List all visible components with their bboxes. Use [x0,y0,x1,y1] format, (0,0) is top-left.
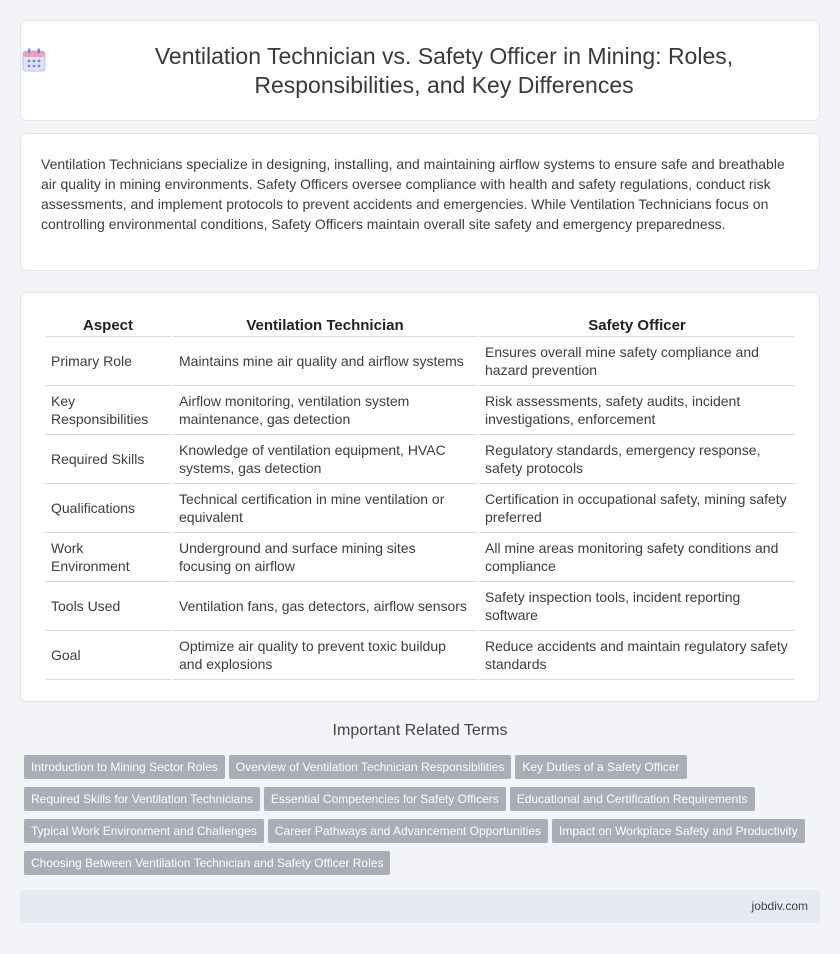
table-row [45,484,795,533]
comparison-table-card [20,292,820,702]
footer [20,890,820,923]
header-ventilation-technician: Ventilation Technician [173,313,477,337]
related-term-tag[interactable]: Introduction to Mining Sector Roles [24,755,225,779]
related-term-tag[interactable]: Impact on Workplace Safety and Productivity [552,819,805,843]
intro-paragraph: Ventilation Technicians specialize in designing, installing, and maintaining airflow systems to ensure safe and breathable air quality in mining environments. Safety Officers oversee compliance with health and safety regulations, conduct risk assessments, and implement protocols to prevent accidents and emergencies. While Ventilation Technicians focus on controlling environmental conditions, Safety Officers maintain overall site safety and emergency preparedness. [41,156,785,232]
related-term-tag[interactable]: Educational and Certification Requirements [510,787,755,811]
page-title: Ventilation Technician vs. Safety Officer in Mining: Roles, Responsibilities, and Key Differences [154,42,734,98]
cell-safety-officer: All mine areas monitoring safety conditions and compliance [479,533,795,582]
cell-aspect: Work Environment [45,533,171,582]
related-term-tag[interactable]: Essential Competencies for Safety Officers [264,787,506,811]
cell-safety-officer: Certification in occupational safety, mining safety preferred [479,484,795,533]
cell-aspect: Qualifications [45,484,171,533]
cell-ventilation-technician: Maintains mine air quality and airflow systems [173,337,477,386]
cell-ventilation-technician: Knowledge of ventilation equipment, HVAC systems, gas detection [173,435,477,484]
table-row [45,582,795,631]
table-row [45,337,795,386]
header-safety-officer: Safety Officer [479,313,795,337]
related-term-tag[interactable]: Career Pathways and Advancement Opportunities [268,819,548,843]
cell-safety-officer: Safety inspection tools, incident reporting software [479,582,795,631]
table-header-row [45,313,795,337]
table-row [45,435,795,484]
cell-ventilation-technician: Technical certification in mine ventilation or equivalent [173,484,477,533]
cell-aspect: Required Skills [45,435,171,484]
intro-card [20,133,820,271]
footer-site-link[interactable]: jobdiv.com [751,899,808,913]
related-terms-list [24,755,820,883]
table-row [45,631,795,680]
related-term-tag[interactable]: Required Skills for Ventilation Technicians [24,787,260,811]
cell-aspect: Goal [45,631,171,680]
related-term-tag[interactable]: Key Duties of a Safety Officer [515,755,686,779]
comparison-table [43,313,797,680]
header-aspect: Aspect [45,313,171,337]
title-wrap [21,42,819,100]
related-term-tag[interactable]: Overview of Ventilation Technician Responsibilities [229,755,512,779]
cell-safety-officer: Ensures overall mine safety compliance and hazard prevention [479,337,795,386]
related-terms-heading: Important Related Terms [332,722,508,739]
cell-ventilation-technician: Ventilation fans, gas detectors, airflow sensors [173,582,477,631]
calendar-icon [21,47,47,73]
cell-safety-officer: Regulatory standards, emergency response, safety protocols [479,435,795,484]
related-term-tag[interactable]: Choosing Between Ventilation Technician and Safety Officer Roles [24,851,390,875]
cell-ventilation-technician: Optimize air quality to prevent toxic buildup and explosions [173,631,477,680]
cell-safety-officer: Risk assessments, safety audits, incident investigations, enforcement [479,386,795,435]
cell-aspect: Key Responsibilities [45,386,171,435]
cell-ventilation-technician: Airflow monitoring, ventilation system maintenance, gas detection [173,386,477,435]
cell-aspect: Tools Used [45,582,171,631]
title-card [20,20,820,121]
cell-safety-officer: Reduce accidents and maintain regulatory safety standards [479,631,795,680]
cell-aspect: Primary Role [45,337,171,386]
related-term-tag[interactable]: Typical Work Environment and Challenges [24,819,264,843]
cell-ventilation-technician: Underground and surface mining sites focusing on airflow [173,533,477,582]
table-row [45,533,795,582]
table-row [45,386,795,435]
